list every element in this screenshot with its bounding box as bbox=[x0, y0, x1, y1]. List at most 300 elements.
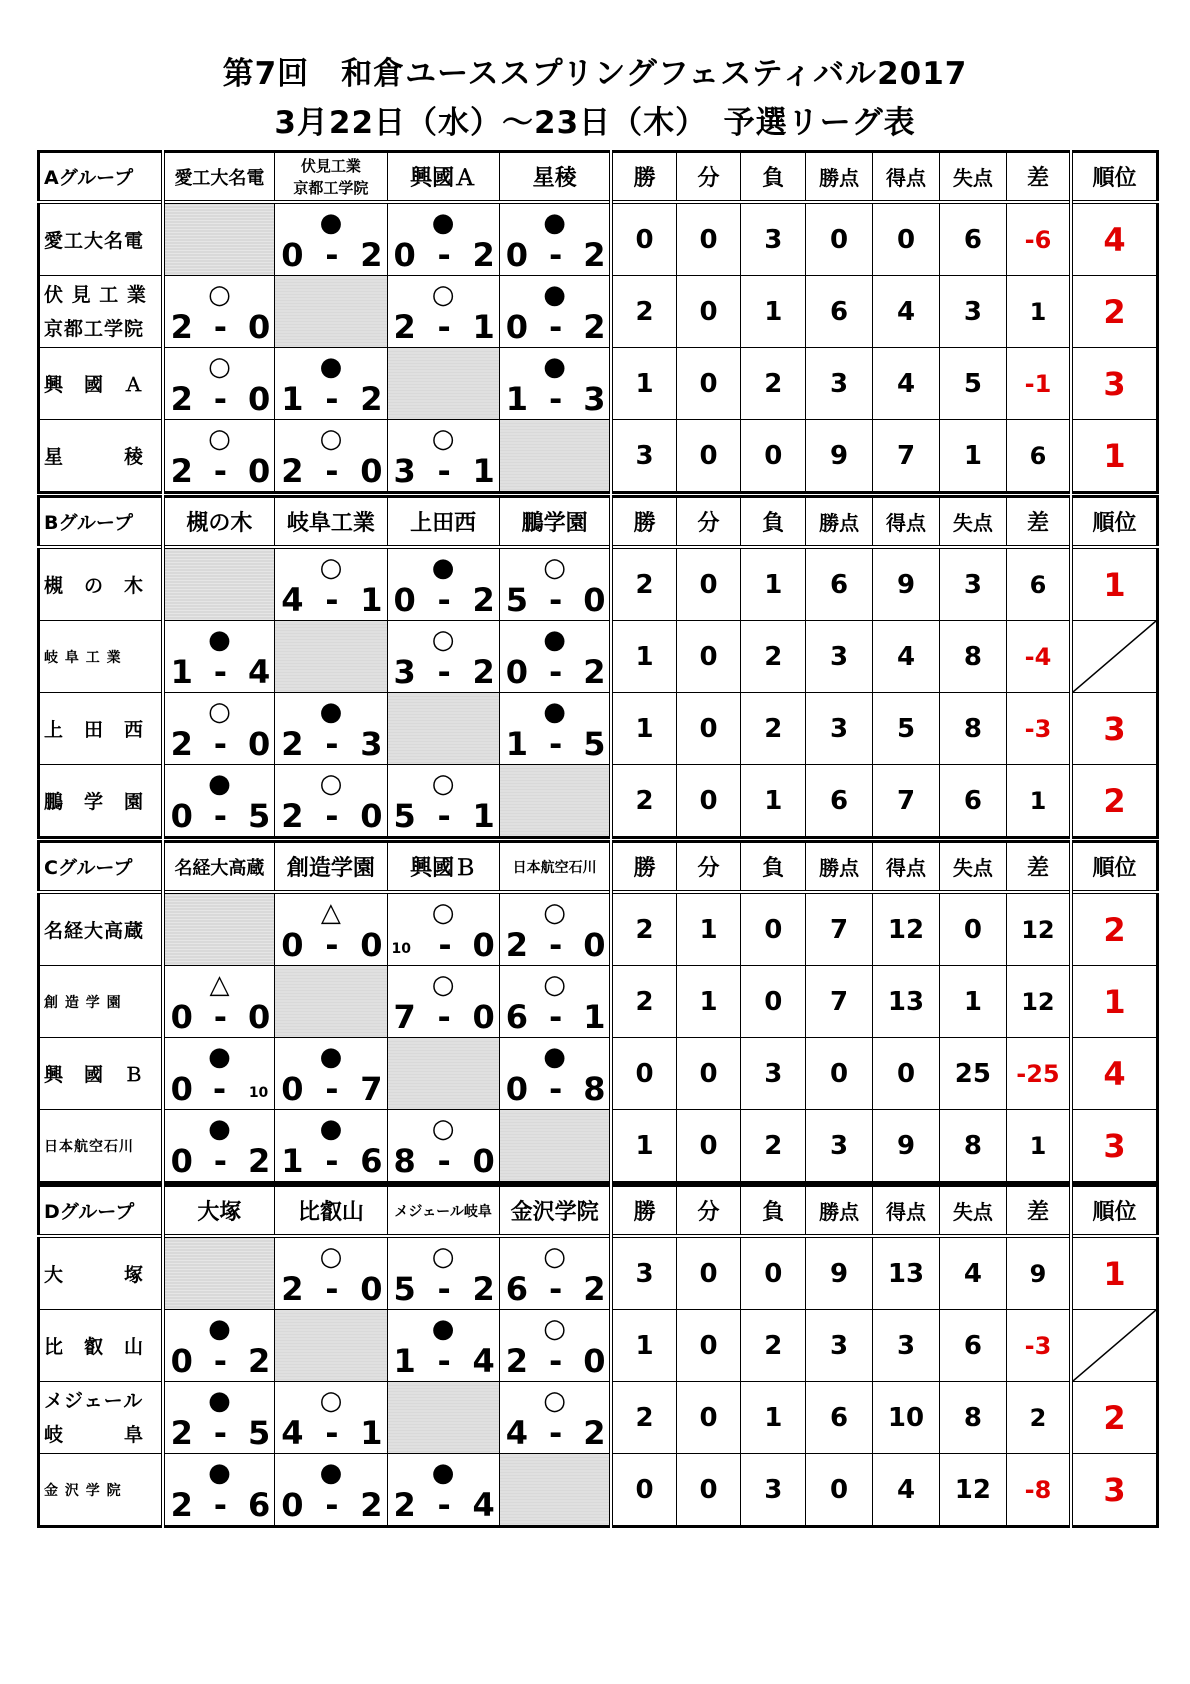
score-home: 2 bbox=[170, 1414, 193, 1452]
score-away: 1 bbox=[583, 998, 606, 1036]
score bbox=[171, 453, 271, 489]
self-match-cell bbox=[387, 1038, 499, 1110]
match-result bbox=[163, 765, 275, 838]
stat-value: 7 bbox=[806, 966, 873, 1038]
stat-value: 12 bbox=[873, 892, 940, 966]
stat-header: 負 bbox=[741, 842, 806, 893]
score-away: 0 bbox=[248, 452, 271, 490]
score bbox=[281, 1071, 382, 1107]
score-dash: - bbox=[437, 236, 451, 274]
goal-difference: -8 bbox=[1006, 1454, 1071, 1527]
result-mark: ● bbox=[543, 1042, 566, 1072]
stat-header: 負 bbox=[741, 152, 806, 203]
match-result bbox=[275, 1236, 387, 1310]
match-result bbox=[499, 1236, 611, 1310]
stat-header: 負 bbox=[741, 497, 806, 548]
score-dash: - bbox=[548, 1070, 563, 1108]
score-away: 0 bbox=[248, 380, 271, 418]
stat-value: 3 bbox=[806, 1110, 873, 1183]
stat-value: 0 bbox=[873, 202, 940, 276]
rank-cell: 2 bbox=[1071, 765, 1157, 838]
match-result bbox=[275, 693, 387, 765]
match-result bbox=[163, 276, 275, 348]
score bbox=[506, 1071, 606, 1107]
score-away: 0 bbox=[583, 1342, 606, 1380]
score-home: 0 bbox=[170, 1142, 193, 1180]
stat-value: 2 bbox=[611, 547, 676, 621]
score-away: 1 bbox=[360, 581, 383, 619]
score-home: 3 bbox=[393, 653, 416, 691]
score bbox=[281, 237, 382, 273]
result-mark: ○ bbox=[431, 769, 455, 799]
stat-value: 0 bbox=[806, 1038, 873, 1110]
score-home: 2 bbox=[281, 452, 304, 490]
stat-header: 勝点 bbox=[806, 497, 873, 548]
score-dash: - bbox=[548, 1414, 563, 1452]
score-away: 6 bbox=[248, 1486, 271, 1524]
goal-difference: -3 bbox=[1006, 693, 1071, 765]
score-home: 6 bbox=[505, 998, 528, 1036]
score bbox=[394, 999, 495, 1035]
score bbox=[171, 1143, 271, 1179]
score-home: 1 bbox=[281, 380, 304, 418]
score-dash: - bbox=[548, 380, 563, 418]
team-name: 星 稜 bbox=[39, 420, 163, 493]
result-mark: ○ bbox=[208, 424, 231, 454]
result-mark: ● bbox=[431, 553, 455, 583]
result-mark: ○ bbox=[431, 898, 455, 928]
score-home: 7 bbox=[393, 998, 416, 1036]
match-result bbox=[387, 892, 499, 966]
score-away: 1 bbox=[472, 452, 495, 490]
team-name: 上 田 西 bbox=[39, 693, 163, 765]
table-row bbox=[39, 892, 1158, 966]
result-mark: ● bbox=[431, 1314, 455, 1344]
score-away: 2 bbox=[248, 1342, 271, 1380]
rank-cell: 3 bbox=[1071, 1454, 1157, 1527]
stat-header: 差 bbox=[1006, 497, 1071, 548]
result-mark: ○ bbox=[431, 1114, 455, 1144]
match-result bbox=[387, 202, 499, 276]
score bbox=[171, 726, 271, 762]
score-home: 6 bbox=[505, 1270, 528, 1308]
score-home: 1 bbox=[170, 653, 193, 691]
rank-cell: 3 bbox=[1071, 348, 1157, 420]
match-result bbox=[499, 202, 611, 276]
stat-value: 1 bbox=[676, 892, 741, 966]
match-result bbox=[499, 966, 611, 1038]
stat-value: 3 bbox=[806, 1310, 873, 1382]
score-home: 0 bbox=[393, 581, 416, 619]
score-home: 1 bbox=[281, 1142, 304, 1180]
score bbox=[394, 309, 495, 345]
score bbox=[171, 798, 271, 834]
table-row bbox=[39, 202, 1158, 276]
team-name: 鵬 学 園 bbox=[39, 765, 163, 838]
stat-value: 9 bbox=[806, 420, 873, 493]
team-name: 岐 阜 工 業 bbox=[39, 621, 163, 693]
score-dash: - bbox=[325, 1070, 339, 1108]
league-table bbox=[37, 1184, 1159, 1528]
opponent-header: 大塚 bbox=[163, 1186, 275, 1237]
stat-value: 0 bbox=[676, 202, 741, 276]
stat-header: 失点 bbox=[939, 497, 1006, 548]
score bbox=[281, 381, 382, 417]
score-dash: - bbox=[548, 998, 563, 1036]
score bbox=[281, 798, 382, 834]
score-home: 2 bbox=[281, 797, 304, 835]
score-home: 0 bbox=[170, 1342, 193, 1380]
rank-cell bbox=[1071, 621, 1157, 693]
score-home: 0 bbox=[505, 1070, 528, 1108]
stat-header: 差 bbox=[1006, 1186, 1071, 1237]
stat-value: 2 bbox=[741, 1310, 806, 1382]
result-mark: ○ bbox=[543, 1386, 566, 1416]
score-dash: - bbox=[437, 653, 451, 691]
rank-cell: 2 bbox=[1071, 892, 1157, 966]
score-dash: - bbox=[213, 797, 228, 835]
score bbox=[394, 1487, 495, 1523]
goal-difference: 6 bbox=[1006, 420, 1071, 493]
score-dash: - bbox=[325, 1414, 339, 1452]
stat-value: 5 bbox=[939, 348, 1006, 420]
stat-value: 0 bbox=[676, 348, 741, 420]
stat-value: 0 bbox=[806, 1454, 873, 1527]
score-home: 2 bbox=[505, 926, 528, 964]
stat-value: 0 bbox=[676, 693, 741, 765]
stat-header: 分 bbox=[676, 842, 741, 893]
match-result bbox=[387, 547, 499, 621]
score-away: 0 bbox=[583, 581, 606, 619]
score-home: 0 bbox=[170, 998, 193, 1036]
page-title: 第7回 和倉ユーススプリングフェスティバル2017 bbox=[222, 56, 968, 92]
score-away: 0 bbox=[248, 998, 271, 1036]
team-name: 槻 の 木 bbox=[39, 547, 163, 621]
score bbox=[281, 1487, 382, 1523]
score-dash: - bbox=[325, 236, 339, 274]
group-name: Bグループ bbox=[39, 497, 163, 548]
table-row bbox=[39, 1310, 1158, 1382]
score bbox=[171, 309, 271, 345]
team-name: 興 國 Ａ bbox=[39, 348, 163, 420]
score-dash: - bbox=[437, 998, 451, 1036]
stat-header: 得点 bbox=[873, 152, 940, 203]
score-away: 0 bbox=[360, 452, 383, 490]
result-mark: ● bbox=[208, 625, 231, 655]
opponent-header: 上田西 bbox=[387, 497, 499, 548]
score bbox=[506, 927, 606, 963]
result-mark: ● bbox=[208, 1314, 231, 1344]
table-row bbox=[39, 1382, 1158, 1454]
team-name: 興 國 Ｂ bbox=[39, 1038, 163, 1110]
result-mark: ● bbox=[543, 208, 566, 238]
score bbox=[281, 1143, 382, 1179]
stat-value: 3 bbox=[806, 693, 873, 765]
self-match-cell bbox=[499, 765, 611, 838]
match-result bbox=[499, 621, 611, 693]
goal-difference: -1 bbox=[1006, 348, 1071, 420]
score-away: 1 bbox=[360, 1414, 383, 1452]
stat-value: 2 bbox=[611, 765, 676, 838]
match-result bbox=[499, 1382, 611, 1454]
goal-difference: 9 bbox=[1006, 1236, 1071, 1310]
match-result bbox=[387, 621, 499, 693]
table-row bbox=[39, 1038, 1158, 1110]
stat-value: 6 bbox=[806, 547, 873, 621]
score bbox=[171, 1415, 271, 1451]
score-dash: - bbox=[437, 581, 451, 619]
score-dash: - bbox=[437, 1142, 451, 1180]
stat-value: 0 bbox=[676, 420, 741, 493]
stat-header: 勝点 bbox=[806, 1186, 873, 1237]
self-match-cell bbox=[499, 1454, 611, 1527]
result-mark: ● bbox=[208, 1386, 231, 1416]
self-match-cell bbox=[387, 348, 499, 420]
stat-value: 2 bbox=[741, 693, 806, 765]
score-away: 0 bbox=[360, 1270, 383, 1308]
goal-difference: 2 bbox=[1006, 1382, 1071, 1454]
header-row bbox=[39, 1186, 1158, 1237]
score bbox=[171, 999, 271, 1035]
table-row bbox=[39, 966, 1158, 1038]
match-result bbox=[275, 202, 387, 276]
stat-header: 失点 bbox=[939, 152, 1006, 203]
score-dash: - bbox=[212, 1070, 227, 1108]
result-mark: ● bbox=[319, 1042, 343, 1072]
score bbox=[506, 1343, 606, 1379]
stat-value: 0 bbox=[611, 1038, 676, 1110]
stat-value: 1 bbox=[611, 348, 676, 420]
opponent-header: 名経大高蔵 bbox=[163, 842, 275, 893]
stat-value: 9 bbox=[873, 1110, 940, 1183]
score-home: 4 bbox=[281, 581, 304, 619]
stat-value: 3 bbox=[741, 202, 806, 276]
stat-value: 4 bbox=[873, 276, 940, 348]
opponent-header: 金沢学院 bbox=[499, 1186, 611, 1237]
score-dash: - bbox=[213, 1142, 228, 1180]
score-away: 2 bbox=[360, 380, 383, 418]
score-home: 0 bbox=[281, 1070, 304, 1108]
match-result bbox=[163, 966, 275, 1038]
result-mark: ○ bbox=[319, 424, 343, 454]
score-away: 5 bbox=[248, 1414, 271, 1452]
result-mark: ● bbox=[208, 1042, 231, 1072]
table-row bbox=[39, 1454, 1158, 1527]
self-match-cell bbox=[275, 1310, 387, 1382]
match-result bbox=[387, 1236, 499, 1310]
opponent-header: 星稜 bbox=[499, 152, 611, 203]
stat-value: 0 bbox=[676, 621, 741, 693]
score-dash: - bbox=[548, 926, 563, 964]
score-away: 4 bbox=[472, 1342, 495, 1380]
stat-value: 0 bbox=[806, 202, 873, 276]
stat-value: 7 bbox=[873, 765, 940, 838]
score-home: 2 bbox=[393, 308, 416, 346]
rank-cell: 3 bbox=[1071, 693, 1157, 765]
result-mark: ○ bbox=[431, 280, 455, 310]
stat-value: 0 bbox=[676, 1454, 741, 1527]
league-table bbox=[37, 150, 1159, 494]
score bbox=[506, 1415, 606, 1451]
stat-header: 得点 bbox=[873, 1186, 940, 1237]
result-mark: ○ bbox=[431, 625, 455, 655]
stat-header: 失点 bbox=[939, 842, 1006, 893]
stat-value: 0 bbox=[676, 276, 741, 348]
score-dash: - bbox=[325, 380, 339, 418]
score bbox=[506, 654, 606, 690]
score-home: 5 bbox=[393, 1270, 416, 1308]
result-mark: ● bbox=[543, 697, 566, 727]
score-away: 2 bbox=[583, 236, 606, 274]
result-mark: ○ bbox=[431, 424, 455, 454]
stat-header: 得点 bbox=[873, 497, 940, 548]
group-a-section bbox=[37, 150, 1159, 494]
score-home: 4 bbox=[281, 1414, 304, 1452]
score bbox=[281, 927, 382, 963]
opponent-header: 興國Ａ bbox=[387, 152, 499, 203]
score bbox=[171, 654, 271, 690]
stat-value: 8 bbox=[939, 1110, 1006, 1183]
match-result bbox=[275, 547, 387, 621]
match-result bbox=[163, 693, 275, 765]
team-name: 伏 見 工 業 京都工学院 bbox=[39, 276, 163, 348]
score-dash: - bbox=[213, 1486, 228, 1524]
score-away: 5 bbox=[248, 797, 271, 835]
score-home: 0 bbox=[281, 236, 304, 274]
goal-difference: -3 bbox=[1006, 1310, 1071, 1382]
score-away: 1 bbox=[472, 308, 495, 346]
score-away: 0 bbox=[248, 308, 271, 346]
stat-header: 順位 bbox=[1071, 152, 1157, 203]
stat-value: 2 bbox=[611, 276, 676, 348]
match-result bbox=[163, 420, 275, 493]
score-dash: - bbox=[213, 725, 228, 763]
result-mark: ● bbox=[543, 352, 566, 382]
score bbox=[506, 237, 606, 273]
score-dash: - bbox=[325, 926, 339, 964]
result-mark: ○ bbox=[208, 697, 231, 727]
group-b-section bbox=[37, 495, 1159, 839]
score-dash: - bbox=[213, 998, 228, 1036]
opponent-header: 鵬学園 bbox=[499, 497, 611, 548]
stat-header: 分 bbox=[676, 152, 741, 203]
match-result bbox=[163, 1038, 275, 1110]
opponent-header: 槻の木 bbox=[163, 497, 275, 548]
score bbox=[171, 1487, 271, 1523]
goal-difference: -25 bbox=[1006, 1038, 1071, 1110]
score-dash: - bbox=[325, 1486, 339, 1524]
table-row bbox=[39, 420, 1158, 493]
match-result bbox=[275, 1110, 387, 1183]
score-home: 1 bbox=[505, 725, 528, 763]
stat-value: 1 bbox=[611, 693, 676, 765]
opponent-header: 創造学園 bbox=[275, 842, 387, 893]
group-name: Cグループ bbox=[39, 842, 163, 893]
result-mark: ● bbox=[208, 1114, 231, 1144]
score-dash: - bbox=[548, 308, 563, 346]
opponent-header: 日本航空石川 bbox=[499, 842, 611, 893]
match-result bbox=[163, 1454, 275, 1527]
match-result bbox=[387, 1110, 499, 1183]
stat-value: 0 bbox=[676, 547, 741, 621]
score-dash: - bbox=[437, 1486, 451, 1524]
opponent-header: 伏見工業 京都工学院 bbox=[275, 152, 387, 203]
stat-value: 10 bbox=[873, 1382, 940, 1454]
result-mark: ● bbox=[319, 1458, 343, 1488]
score-home: 2 bbox=[393, 1486, 416, 1524]
score-dash: - bbox=[213, 452, 228, 490]
self-match-cell bbox=[275, 621, 387, 693]
match-result bbox=[275, 1454, 387, 1527]
self-match-cell bbox=[499, 1110, 611, 1183]
score-dash: - bbox=[437, 1270, 451, 1308]
stat-value: 1 bbox=[611, 621, 676, 693]
score bbox=[506, 1271, 606, 1307]
table-row bbox=[39, 693, 1158, 765]
stat-value: 8 bbox=[939, 693, 1006, 765]
stat-value: 0 bbox=[676, 1038, 741, 1110]
match-result bbox=[499, 348, 611, 420]
score-dash: - bbox=[213, 653, 228, 691]
score-away: 2 bbox=[248, 1142, 271, 1180]
group-name: Aグループ bbox=[39, 152, 163, 203]
result-mark: ○ bbox=[319, 553, 343, 583]
team-name: 金 沢 学 院 bbox=[39, 1454, 163, 1527]
rank-cell: 1 bbox=[1071, 420, 1157, 493]
self-match-cell bbox=[275, 966, 387, 1038]
goal-difference: 12 bbox=[1006, 966, 1071, 1038]
score bbox=[506, 999, 606, 1035]
diagonal-slash bbox=[1073, 621, 1156, 692]
result-mark: ● bbox=[208, 1458, 231, 1488]
score bbox=[394, 237, 495, 273]
score-home: 0 bbox=[505, 653, 528, 691]
stat-value: 0 bbox=[676, 765, 741, 838]
score-away: 0 bbox=[360, 926, 383, 964]
score bbox=[394, 1271, 495, 1307]
result-mark: ● bbox=[319, 352, 343, 382]
result-mark: ○ bbox=[431, 970, 455, 1000]
score bbox=[281, 1415, 382, 1451]
stat-value: 3 bbox=[873, 1310, 940, 1382]
score bbox=[281, 1271, 382, 1307]
result-mark: ○ bbox=[543, 553, 566, 583]
self-match-cell bbox=[163, 892, 275, 966]
score-away: 0 bbox=[360, 797, 383, 835]
team-name: 比 叡 山 bbox=[39, 1310, 163, 1382]
score-dash: - bbox=[325, 1270, 339, 1308]
stat-value: 12 bbox=[939, 1454, 1006, 1527]
stat-header: 分 bbox=[676, 497, 741, 548]
score-away: 2 bbox=[472, 653, 495, 691]
stat-value: 0 bbox=[741, 966, 806, 1038]
stat-header: 得点 bbox=[873, 842, 940, 893]
score-home: 2 bbox=[281, 1270, 304, 1308]
score-home: 0 bbox=[505, 236, 528, 274]
table-row bbox=[39, 765, 1158, 838]
table-row bbox=[39, 276, 1158, 348]
stat-value: 1 bbox=[741, 276, 806, 348]
header-row bbox=[39, 842, 1158, 893]
league-table bbox=[37, 840, 1159, 1184]
stat-value: 8 bbox=[939, 621, 1006, 693]
stat-value: 0 bbox=[676, 1310, 741, 1382]
score-home: 1 bbox=[505, 380, 528, 418]
score bbox=[394, 1343, 495, 1379]
score bbox=[394, 654, 495, 690]
score-away: 2 bbox=[583, 653, 606, 691]
score-dash: - bbox=[437, 797, 451, 835]
